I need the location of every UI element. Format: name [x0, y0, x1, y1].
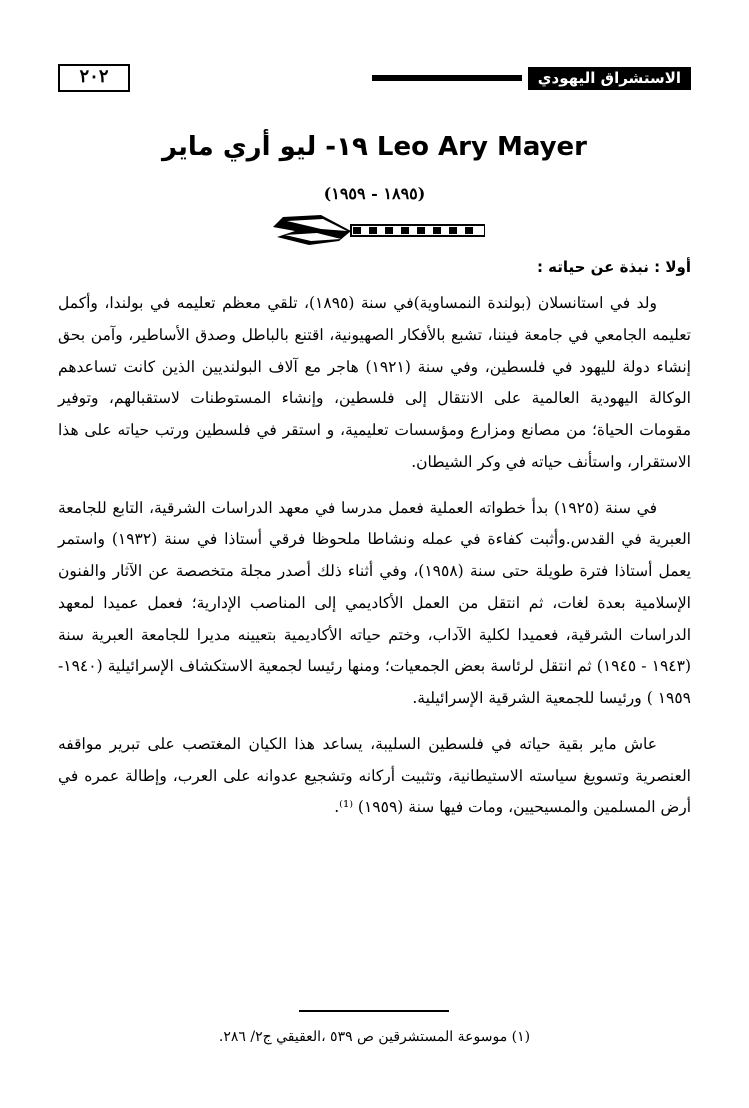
header-rule-right — [372, 75, 522, 81]
title-arabic-name: ١٩- ليو أري ماير — [161, 132, 368, 162]
page-number: ٢٠٢ — [58, 64, 130, 92]
body-text — [58, 288, 691, 838]
footnote-separator — [299, 1010, 449, 1012]
running-title: الاستشراق اليهودي — [528, 67, 691, 90]
paragraph: في سنة (١٩٢٥) بدأ خطواته العملية فعمل مدرسا في معهد الدراسات الشرقية، التابع للجامعة العبرية في القدس.وأثبت كفاءة في عمله ونشاطا ملحوظا فرقي أستاذا في سنة (١٩٣٢) واستمر يعمل أستاذا فترة طويلة حتى سنة (١٩٥٨)، وفي أثناء ذلك أصدر مجلة متخصصة عن الآثار والفنون الإسلامية بعدة لغات، ثم انتقل من العمل الأكاديمي إلى المناصب الإدارية؛ فعمل عميدا لمعهد الدراسات الشرقية، فعميدا لكلية الآداب، وختم حياته الأكاديمية بتعيينه مديرا للجامعة العبرية سنة (١٩٤٣ - ١٩٤٥) ثم انتقل لرئاسة بعض الجمعيات؛ ومنها رئيسا لجمعية الاستكشاف الإسرائيلية (١٩٤٠- ١٩٥٩ ) ورئيسا للجمعية الشرقية الإسرائيلية. — [58, 498, 692, 708]
footnote: (١) موسوعة المستشرقين ص ٥٣٩ ،العقيقي ج٢/ ٢٨٦. — [218, 1028, 531, 1045]
section-heading: أولا : نبذة عن حياته : — [536, 258, 691, 276]
page-title — [0, 132, 749, 162]
title-dates: (١٨٩٥ - ١٩٥٩) — [323, 184, 426, 203]
paragraph: ولد في استانسلان (بولندة النمساوية)في سنة (١٨٩٥)، تلقي معظم تعليمه في بولندا، وأكمل تعليمه الجامعي في جامعة فيننا، تشبع بالأفكار الصهيونية، اقتنع بالباطل وصدق الأساطير، وآمن بحق إنشاء دولة لليهود في فلسطين، وفي سنة (١٩٢١) هاجر مع آلاف البولنديين الذين كانت تساعدهم الوكالة اليهودية العالمية على الانتقال إلى فلسطين، وإنشاء المستوطنات لاستقبالهم، وتوفير مقومات الحياة؛ من مصانع ومزارع ومؤسسات تعليمية، و استقر في فلسطين ورتب حياته على هذا الاستقرار، واستأنف حياته في وكر الشيطان. — [58, 294, 691, 471]
page-header — [58, 58, 691, 98]
title-latin-name: Leo Ary Mayer — [376, 132, 588, 162]
quill-pen-ornament-icon — [0, 210, 749, 250]
running-title-block — [372, 67, 691, 90]
page-number-block — [58, 64, 146, 92]
paragraph: عاش ماير بقية حياته في فلسطين السليبة، يساعد هذا الكيان المغتصب على تبرير مواقفه العنصرية وتسويغ سياسته الاستيطانية، وتثبيت أركانه وتشجيع عدوانه على العرب، وإطالة عمره في أرض المسلمين والمسيحيين، ومات فيها سنة (١٩٥٩) ⁽¹⁾. — [58, 734, 691, 817]
